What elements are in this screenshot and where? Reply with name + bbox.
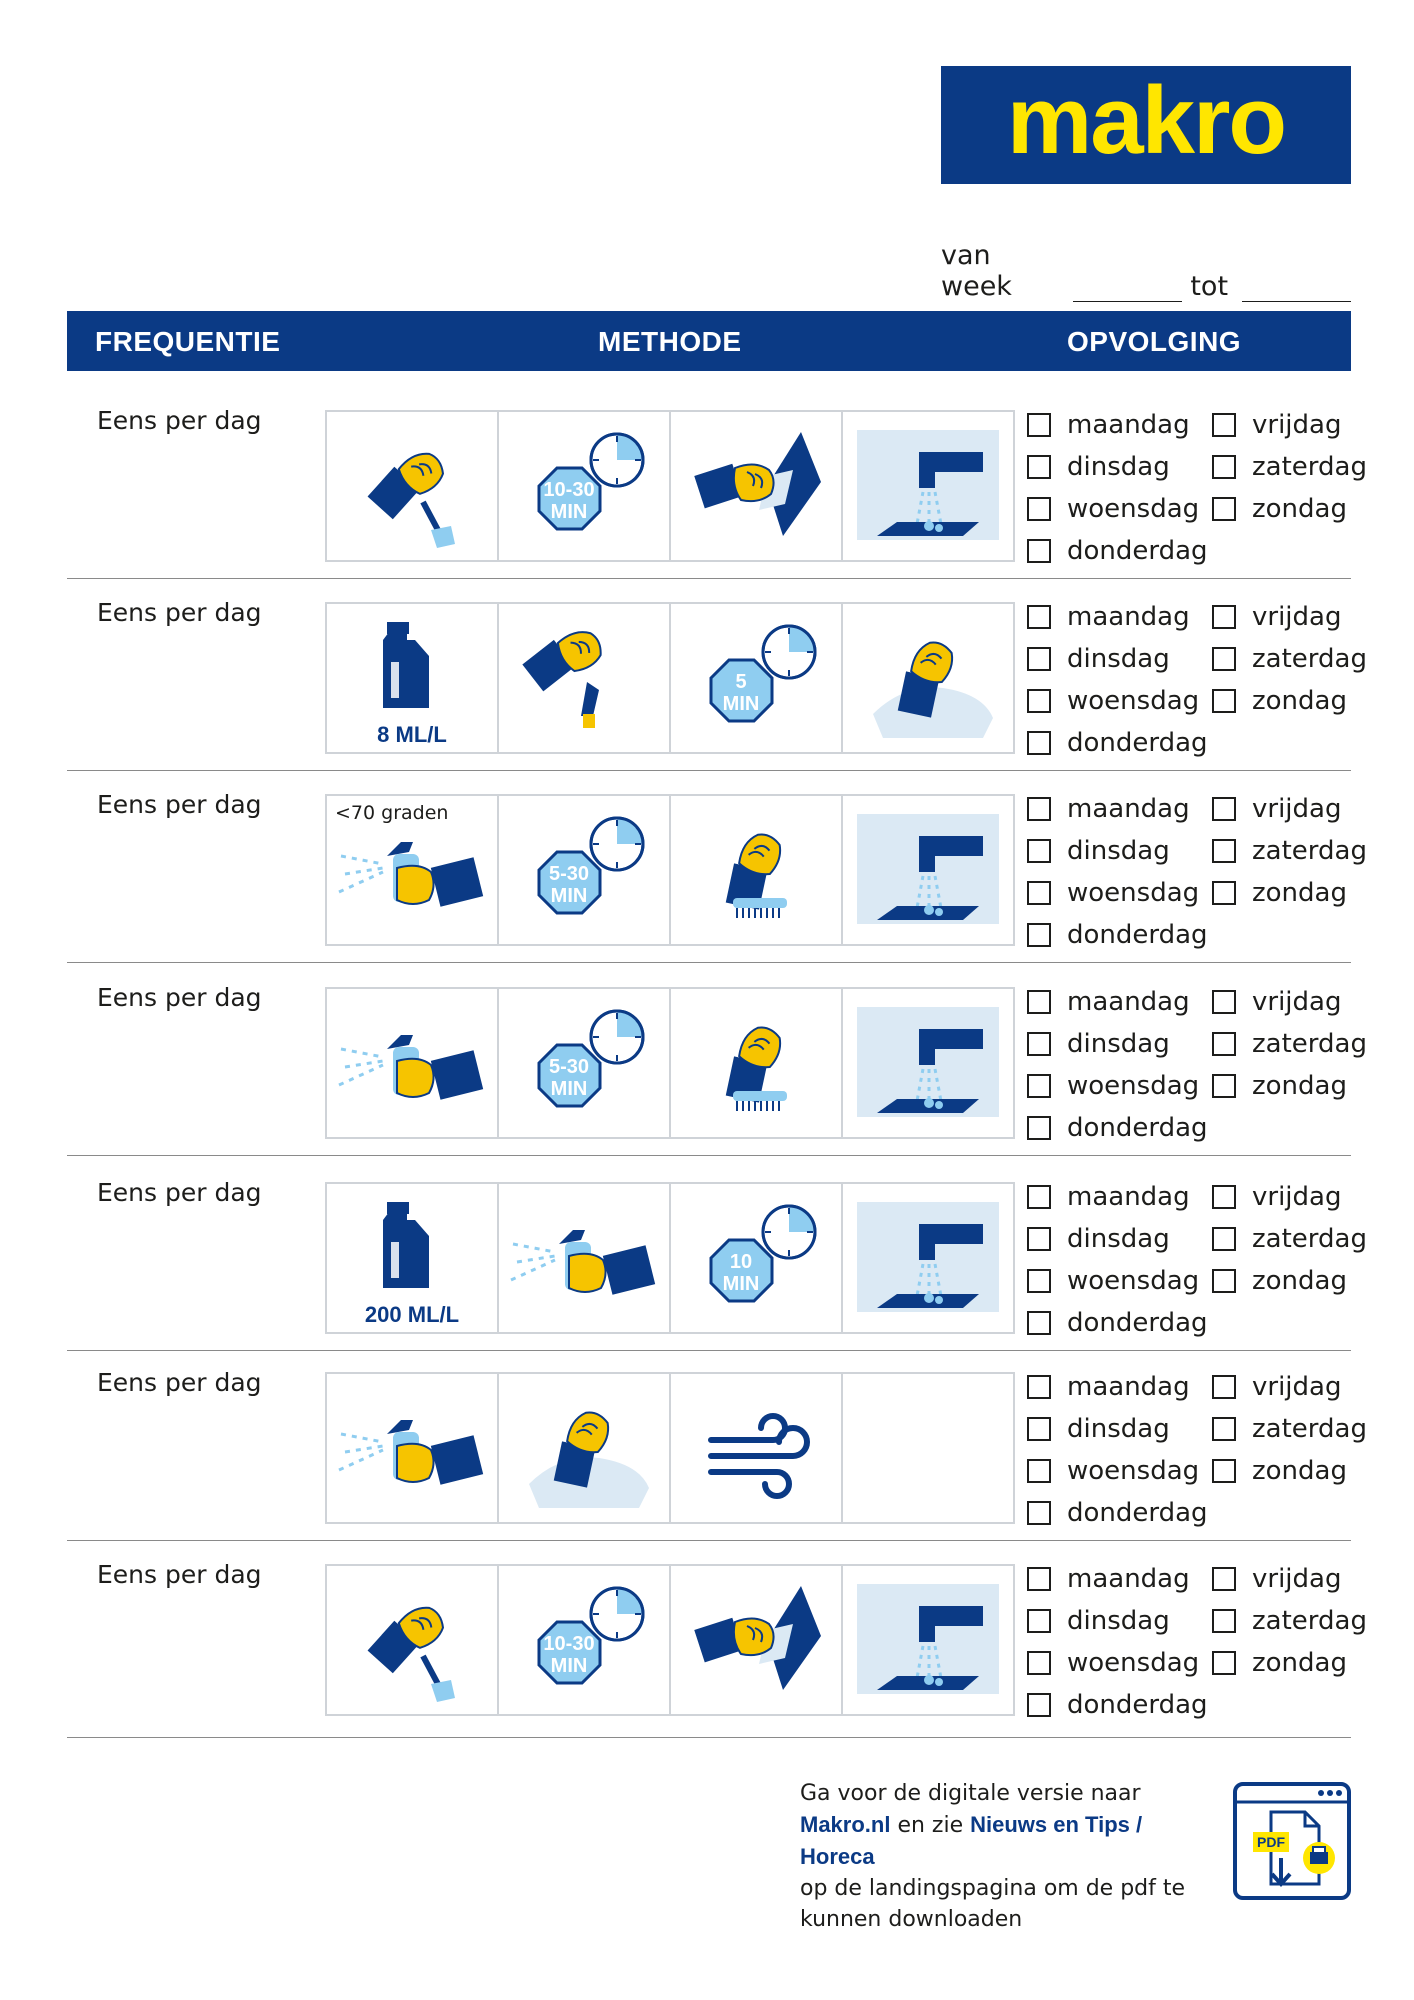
method-icons [325,794,1015,946]
row-divider [67,1155,1351,1156]
checkbox[interactable] [1212,1417,1236,1441]
day-checkbox-maandag[interactable] [1027,1564,1190,1594]
day-checkbox-dinsdag[interactable] [1027,1414,1170,1444]
day-checkbox-woensdag[interactable] [1027,686,1199,716]
day-checkbox-dinsdag[interactable] [1027,1029,1170,1059]
day-label: vrijdag [1252,1182,1342,1212]
day-label: zondag [1252,1071,1347,1101]
schedule-row [67,772,1367,962]
checkbox[interactable] [1212,1074,1236,1098]
svg-text:5-30: 5-30 [548,1056,590,1078]
day-checkbox-woensdag[interactable] [1027,1648,1199,1678]
checkbox[interactable] [1027,1501,1051,1525]
day-label: donderdag [1067,1690,1208,1720]
day-label: maandag [1067,602,1190,632]
day-label: maandag [1067,1182,1190,1212]
checkbox[interactable] [1027,1116,1051,1140]
day-label: vrijdag [1252,1372,1342,1402]
day-checkbox-dinsdag[interactable] [1027,644,1170,674]
checkbox[interactable] [1027,497,1051,521]
day-checkbox-donderdag[interactable] [1027,536,1208,566]
checkbox[interactable] [1212,689,1236,713]
detergent-200ml-icon [327,1184,499,1332]
day-checkbox-vrijdag[interactable] [1212,794,1341,824]
schedule-row [67,1542,1367,1732]
schedule-row [67,1160,1367,1350]
footer-link-makro[interactable]: Makro.nl [800,1812,891,1837]
day-label: donderdag [1067,1498,1208,1528]
week-to-label: tot [1190,271,1229,302]
checkbox[interactable] [1212,647,1236,671]
svg-text:10: 10 [729,1251,753,1273]
day-label: maandag [1067,410,1190,440]
frequency-label: Eens per dag [97,406,262,435]
checkbox[interactable] [1212,1651,1236,1675]
method-icons [325,1372,1015,1524]
day-checkbox-maandag[interactable] [1027,602,1190,632]
rinse-tap-icon [843,1566,1013,1714]
checkbox[interactable] [1212,881,1236,905]
svg-text:MIN: MIN [722,693,760,715]
checkbox[interactable] [1027,990,1051,1014]
day-label: donderdag [1067,728,1208,758]
wipe-cloth-icon [499,1374,671,1522]
wipe-cloth-icon [843,604,1013,752]
frequency-label: Eens per dag [97,983,262,1012]
day-checkbox-maandag[interactable] [1027,794,1190,824]
detergent-8ml-icon [327,604,499,752]
day-checkbox-donderdag[interactable] [1027,1498,1208,1528]
checkbox[interactable] [1027,1651,1051,1675]
checkbox[interactable] [1027,1311,1051,1335]
checkbox[interactable] [1212,990,1236,1014]
svg-text:MIN: MIN [722,1273,760,1295]
day-checkbox-dinsdag[interactable] [1027,1606,1170,1636]
week-to-field[interactable] [1242,275,1351,302]
spray-icon [499,1184,671,1332]
week-from-label: van week [941,240,1012,302]
checkbox[interactable] [1027,647,1051,671]
spray-70-graden-icon [327,796,499,944]
checkbox[interactable] [1212,1032,1236,1056]
checkbox[interactable] [1027,1185,1051,1209]
checkbox[interactable] [1212,497,1236,521]
day-checkbox-vrijdag[interactable] [1212,1182,1341,1212]
day-label: zaterdag [1252,1029,1367,1059]
day-label: dinsdag [1067,1414,1170,1444]
day-checkbox-dinsdag[interactable] [1027,452,1170,482]
header-opvolging: OPVOLGING [1067,326,1242,357]
svg-text:MIN: MIN [550,1655,588,1677]
day-checkbox-dinsdag[interactable] [1027,836,1170,866]
footer-line-4: kunnen downloaden [800,1907,1023,1932]
day-label: dinsdag [1067,1224,1170,1254]
day-label: woensdag [1067,878,1200,908]
header-frequentie: FREQUENTIE [95,326,281,357]
day-checkbox-zaterdag[interactable] [1212,644,1367,674]
day-checkbox-donderdag[interactable] [1027,1113,1208,1143]
checkbox[interactable] [1027,455,1051,479]
method-icons [325,410,1015,562]
pdf-badge-text: PDF [1257,1834,1285,1850]
schedule-row [67,388,1367,578]
day-checkbox-maandag[interactable] [1027,1372,1190,1402]
svg-text:5: 5 [735,671,747,693]
day-checkbox-donderdag[interactable] [1027,920,1208,950]
day-checkbox-woensdag[interactable] [1027,494,1199,524]
method-icons [325,987,1015,1139]
day-checkbox-woensdag[interactable] [1027,1266,1199,1296]
day-label: zondag [1252,494,1347,524]
checkbox[interactable] [1027,1459,1051,1483]
day-checkbox-woensdag[interactable] [1027,1456,1199,1486]
day-label: dinsdag [1067,452,1170,482]
day-checkbox-zondag[interactable] [1212,494,1347,524]
day-checkbox-zaterdag[interactable] [1212,1029,1367,1059]
scrub-brush-icon [671,989,843,1137]
day-label: zaterdag [1252,452,1367,482]
day-checkbox-zondag[interactable] [1212,878,1347,908]
checkbox[interactable] [1027,1693,1051,1717]
day-label: zondag [1252,1266,1347,1296]
day-checkbox-woensdag[interactable] [1027,1071,1199,1101]
method-icons [325,602,1015,754]
checkbox[interactable] [1027,1269,1051,1293]
checkbox[interactable] [1027,1417,1051,1441]
checkbox[interactable] [1027,539,1051,563]
day-checkbox-zondag[interactable] [1212,1071,1347,1101]
svg-text:10-30: 10-30 [543,1633,595,1655]
day-checkbox-zaterdag[interactable] [1212,1606,1367,1636]
schedule-row [67,965,1367,1155]
day-checkbox-vrijdag[interactable] [1212,410,1341,440]
checkbox[interactable] [1027,1074,1051,1098]
checkbox[interactable] [1212,1227,1236,1251]
day-label: donderdag [1067,1113,1208,1143]
logo-text: makro [1006,67,1286,174]
day-checkbox-donderdag[interactable] [1027,1690,1208,1720]
day-label: vrijdag [1252,794,1342,824]
day-label: maandag [1067,1564,1190,1594]
day-checkbox-vrijdag[interactable] [1212,1372,1341,1402]
frequency-label: Eens per dag [97,790,262,819]
checkbox[interactable] [1027,1227,1051,1251]
rinse-tap-icon [843,412,1013,560]
checkbox[interactable] [1212,455,1236,479]
checkbox[interactable] [1212,797,1236,821]
day-checkbox-dinsdag[interactable] [1027,1224,1170,1254]
checkbox[interactable] [1027,605,1051,629]
day-checkbox-zaterdag[interactable] [1212,1414,1367,1444]
checkbox[interactable] [1027,731,1051,755]
row-divider [67,770,1351,771]
method-icons [325,1182,1015,1334]
spray-icon [327,1374,499,1522]
rinse-tap-icon [843,796,1013,944]
checkbox[interactable] [1027,413,1051,437]
day-checkbox-maandag[interactable] [1027,987,1190,1017]
rinse-tap-icon [843,1184,1013,1332]
timer-10-30-min-icon [499,1566,671,1714]
checkbox[interactable] [1212,1269,1236,1293]
day-label: zaterdag [1252,644,1367,674]
svg-text:8 ML/L: 8 ML/L [377,722,447,747]
day-checkbox-vrijdag[interactable] [1212,987,1341,1017]
schedule-row [67,580,1367,770]
row-divider [67,578,1351,579]
checkbox[interactable] [1212,1567,1236,1591]
checkbox[interactable] [1212,605,1236,629]
checkbox[interactable] [1027,1032,1051,1056]
row-divider [67,1540,1351,1541]
method-icons [325,1564,1015,1716]
svg-text:200 ML/L: 200 ML/L [364,1302,460,1327]
checkbox[interactable] [1027,1609,1051,1633]
day-checkbox-donderdag[interactable] [1027,1308,1208,1338]
day-label: vrijdag [1252,1564,1342,1594]
day-label: dinsdag [1067,836,1170,866]
day-label: vrijdag [1252,410,1342,440]
temperature-label: <70 graden [335,802,449,824]
day-label: zondag [1252,878,1347,908]
timer-5-30-min-icon [499,796,671,944]
timer-10-30-min-icon [499,412,671,560]
checkbox[interactable] [1027,689,1051,713]
day-label: zaterdag [1252,836,1367,866]
day-label: woensdag [1067,1648,1200,1678]
day-label: zondag [1252,1456,1347,1486]
brush-hand-icon [327,1566,499,1714]
day-label: woensdag [1067,1071,1200,1101]
timer-10-min-icon [671,1184,843,1332]
frequency-label: Eens per dag [97,1178,262,1207]
checkbox[interactable] [1027,797,1051,821]
day-checkbox-woensdag[interactable] [1027,878,1199,908]
day-label: zaterdag [1252,1606,1367,1636]
day-label: vrijdag [1252,987,1342,1017]
day-label: maandag [1067,987,1190,1017]
checkbox[interactable] [1212,1375,1236,1399]
day-label: woensdag [1067,1266,1200,1296]
timer-5-min-icon [671,604,843,752]
week-range [941,240,1351,302]
day-checkbox-zondag[interactable] [1212,1648,1347,1678]
footer-mid-text: en zie [890,1813,971,1838]
checkbox[interactable] [1027,1567,1051,1591]
makro-logo [941,66,1351,184]
frequency-label: Eens per dag [97,1368,262,1397]
footer-note [800,1778,1220,1935]
rinse-tap-icon [843,989,1013,1137]
day-label: dinsdag [1067,1029,1170,1059]
brush-hand-icon [327,412,499,560]
timer-5-30-min-icon [499,989,671,1137]
day-checkbox-vrijdag[interactable] [1212,1564,1341,1594]
svg-text:10-30: 10-30 [543,479,595,501]
checkbox[interactable] [1027,839,1051,863]
footer-line-2 [800,1809,1220,1873]
checkbox[interactable] [1212,1609,1236,1633]
schedule-row [67,1350,1367,1540]
frequency-label: Eens per dag [97,1560,262,1589]
spray-icon [327,989,499,1137]
day-label: dinsdag [1067,1606,1170,1636]
day-label: dinsdag [1067,644,1170,674]
week-from-field[interactable] [1073,275,1182,302]
empty-method-cell [843,1374,1013,1522]
frequency-label: Eens per dag [97,598,262,627]
row-divider [67,1737,1351,1738]
day-label: woensdag [1067,1456,1200,1486]
pdf-download-icon[interactable] [1233,1782,1351,1900]
day-label: zondag [1252,686,1347,716]
day-checkbox-maandag[interactable] [1027,410,1190,440]
day-checkbox-donderdag[interactable] [1027,728,1208,758]
checkbox[interactable] [1027,923,1051,947]
checkbox[interactable] [1212,413,1236,437]
row-divider [67,962,1351,963]
day-label: zondag [1252,1648,1347,1678]
day-checkbox-zondag[interactable] [1212,1456,1347,1486]
header-methode: METHODE [598,326,742,357]
svg-text:MIN: MIN [550,1078,588,1100]
day-label: donderdag [1067,1308,1208,1338]
footer-line-1: Ga voor de digitale versie naar [800,1781,1141,1806]
day-label: maandag [1067,794,1190,824]
checkbox[interactable] [1027,881,1051,905]
day-checkbox-zaterdag[interactable] [1212,452,1367,482]
day-checkbox-zaterdag[interactable] [1212,836,1367,866]
checkbox[interactable] [1212,1459,1236,1483]
day-label: maandag [1067,1372,1190,1402]
day-checkbox-vrijdag[interactable] [1212,602,1341,632]
day-label: vrijdag [1252,602,1342,632]
day-checkbox-zaterdag[interactable] [1212,1224,1367,1254]
day-checkbox-zondag[interactable] [1212,686,1347,716]
checkbox[interactable] [1027,1375,1051,1399]
checkbox[interactable] [1212,839,1236,863]
footer-line-3: op de landingspagina om de pdf te [800,1876,1186,1901]
svg-text:MIN: MIN [550,885,588,907]
day-label: woensdag [1067,686,1200,716]
day-label: donderdag [1067,920,1208,950]
day-checkbox-maandag[interactable] [1027,1182,1190,1212]
svg-text:5-30: 5-30 [548,863,590,885]
footer-link-nieuws[interactable]: Nieuws en Tips / Horeca [800,1812,1143,1869]
svg-text:MIN: MIN [550,501,588,523]
scrub-brush-icon [671,796,843,944]
day-label: zaterdag [1252,1224,1367,1254]
day-label: zaterdag [1252,1414,1367,1444]
day-label: woensdag [1067,494,1200,524]
pour-bottle-icon [499,604,671,752]
wipe-hand-icon [671,1566,843,1714]
day-checkbox-zondag[interactable] [1212,1266,1347,1296]
air-dry-icon [671,1374,843,1522]
day-label: donderdag [1067,536,1208,566]
table-header [67,311,1351,371]
wipe-hand-icon [671,412,843,560]
checkbox[interactable] [1212,1185,1236,1209]
